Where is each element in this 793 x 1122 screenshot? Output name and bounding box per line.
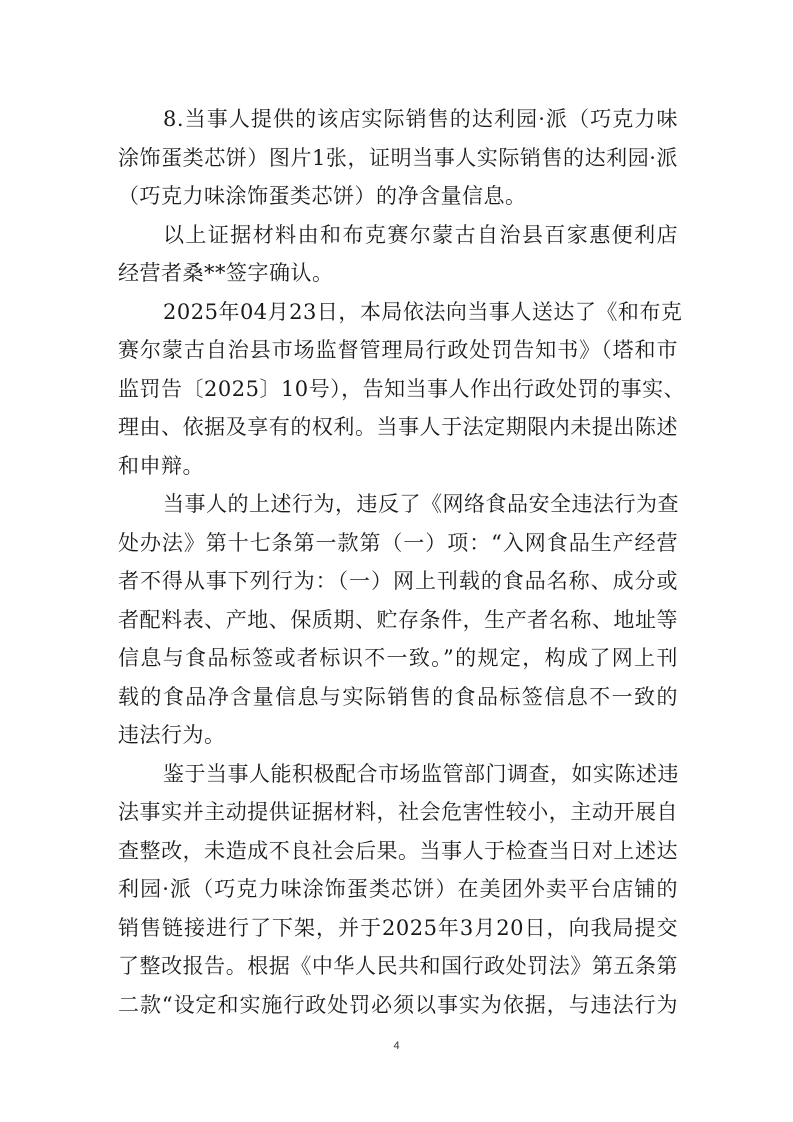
paragraph-line: 监罚告〔2025〕10号），告知当事人作出行政处罚的事实、	[118, 377, 686, 401]
paragraph-line: 载的食品净含量信息与实际销售的食品标签信息不一致的	[118, 685, 678, 709]
paragraph-line: 销售链接进行了下架，并于2025年3月20日，向我局提交	[118, 916, 678, 940]
paragraph-line: 违法行为。	[118, 723, 226, 747]
paragraph-line: 2025年04月23日，本局依法向当事人送达了《和布克	[163, 300, 683, 324]
paragraph-line: 和申辩。	[118, 454, 204, 478]
paragraph-line: 以上证据材料由和布克赛尔蒙古自治县百家惠便利店	[163, 223, 678, 247]
paragraph-line: 者不得从事下列行为：（一）网上刊载的食品名称、成分或	[118, 569, 678, 593]
paragraph-line: 了整改报告。根据《中华人民共和国行政处罚法》第五条第	[118, 954, 678, 978]
paragraph-line: 理由、依据及享有的权利。当事人于法定期限内未提出陈述	[118, 415, 678, 439]
paragraph-line: 利园·派（巧克力味涂饰蛋类芯饼）在美团外卖平台店铺的	[118, 877, 678, 901]
paragraph-line: 法事实并主动提供证据材料，社会危害性较小，主动开展自	[118, 800, 678, 824]
paragraph-line: 8.当事人提供的该店实际销售的达利园·派（巧克力味	[163, 107, 678, 131]
paragraph-line: 经营者桑**签字确认。	[118, 261, 334, 285]
page-number: 4	[393, 1040, 400, 1052]
paragraph-line: 查整改，未造成不良社会后果。当事人于检查当日对上述达	[118, 839, 678, 863]
paragraph-line: 处办法》第十七条第一款第（一）项：“入网食品生产经营	[118, 531, 678, 555]
paragraph-line: （巧克力味涂饰蛋类芯饼）的净含量信息。	[118, 184, 527, 208]
paragraph-line: 当事人的上述行为，违反了《网络食品安全违法行为查	[163, 492, 679, 516]
paragraph-line: 鉴于当事人能积极配合市场监管部门调查，如实陈述违	[163, 762, 679, 786]
paragraph-line: 者配料表、产地、保质期、贮存条件，生产者名称、地址等	[118, 608, 678, 632]
paragraph-line: 赛尔蒙古自治县市场监督管理局行政处罚告知书》（塔和市	[118, 338, 678, 362]
paragraph-line: 涂饰蛋类芯饼）图片1张，证明当事人实际销售的达利园·派	[118, 146, 678, 170]
paragraph-line: 信息与食品标签或者标识不一致。”的规定，构成了网上刊	[118, 646, 678, 670]
paragraph-line: 二款“设定和实施行政处罚必须以事实为依据，与违法行为	[118, 993, 678, 1017]
